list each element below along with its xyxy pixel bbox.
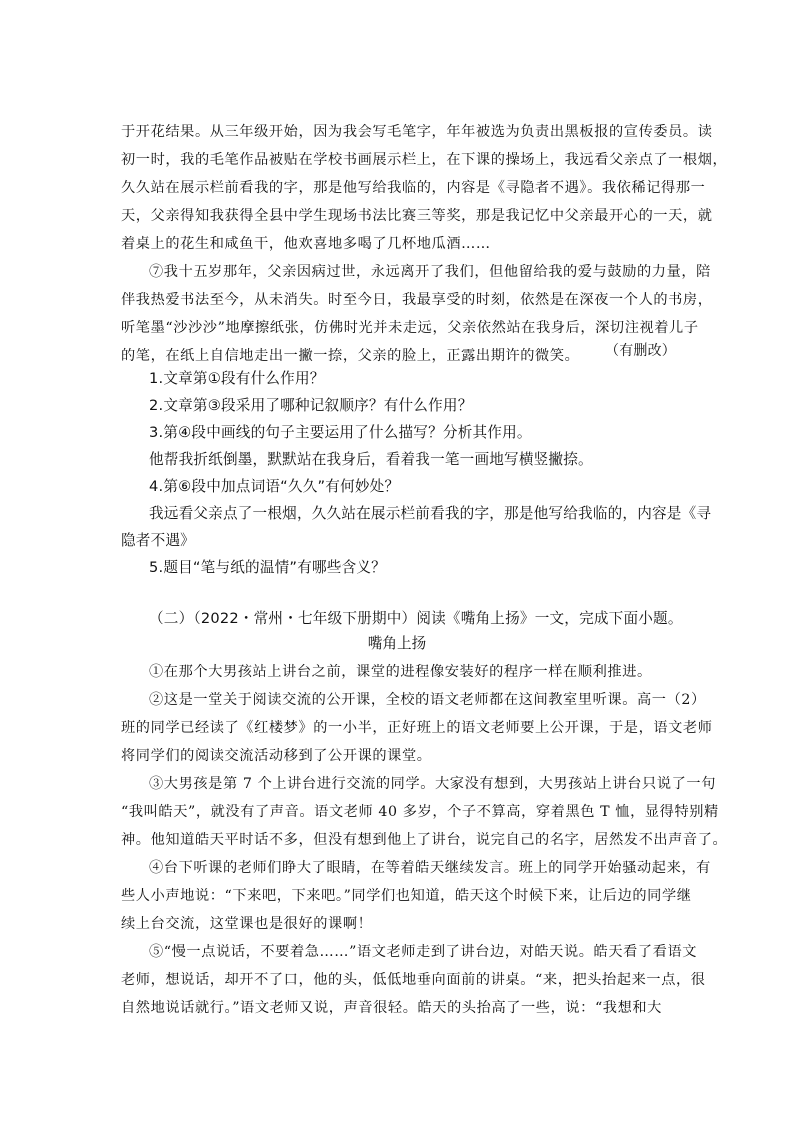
passage2-line: 些人小声地说：“下来吧，下来吧。”同学们也知道，皓天这个时候下来，让后边的同学继 <box>121 888 692 904</box>
question-5: 5.题目“笔与纸的温情”有哪些含义？ <box>149 559 386 576</box>
passage2-line: 神。他知道皓天平时话不多，但没有想到他上了讲台，说完自己的名字，居然发不出声音了。 <box>121 832 728 848</box>
passage1-line: 初一时，我的毛笔作品被贴在学校书画展示栏上，在下课的操场上，我远看父亲点了一根烟， <box>121 152 728 168</box>
question-3: 3.第④段中画线的句子主要运用了什么描写？分析其作用。 <box>149 424 532 441</box>
passage2-line: 将同学们的阅读交流活动移到了公开课的课堂。 <box>121 748 432 764</box>
passage1-line: 天，父亲得知我获得全县中学生现场书法比赛三等奖，那是我记忆中父亲最开心的一天，就 <box>121 208 713 224</box>
passage2-line: 续上台交流，这堂课也是很好的课啊！ <box>121 916 373 932</box>
passage1-line: 听笔墨“沙沙沙”地摩擦纸张，仿佛时光并未走远，父亲依然站在我身后，深切注视着儿子 <box>121 320 699 336</box>
question-1: 1.文章第①段有什么作用？ <box>149 370 325 387</box>
quoted-sentence: 他帮我折纸倒墨，默默站在我身后，看着我一笔一画地写横竖撇捺。 <box>149 451 593 468</box>
passage2-line: ⑤“慢一点说话，不要着急……”语文老师走到了讲台边，对皓天说。皓天看了看语文 <box>149 944 698 960</box>
quoted-sentence-cont: 隐者不遇》 <box>121 532 195 549</box>
source-note: （有删改） <box>605 343 676 359</box>
passage2-line: ②这是一堂关于阅读交流的公开课，全校的语文老师都在这间教室里听课。高一（2） <box>149 692 706 708</box>
passage2-line: “我叫皓天”，就没有了声音。语文老师 40 多岁，个子不算高，穿着黑色 T 恤，显得特别精 <box>121 804 719 820</box>
quoted-sentence: 我远看父亲点了一根烟，久久站在展示栏前看我的字，那是他写给我临的，内容是《寻 <box>149 505 712 522</box>
passage1-line: 着桌上的花生和咸鱼干，他欢喜地多喝了几杯地瓜酒…… <box>121 236 491 252</box>
passage1-line: ⑦我十五岁那年，父亲因病过世，永远离开了我们，但他留给我的爱与鼓励的力量，陪 <box>149 264 711 280</box>
passage1-line: 伴我热爱书法至今，从未消失。时至今日，我最享受的时刻，依然是在深夜一个人的书房， <box>121 292 713 308</box>
passage2-line: ①在那个大男孩站上讲台之前，课堂的进程像安装好的程序一样在顺利推进。 <box>149 664 652 680</box>
passage1-line: 久久站在展示栏前看我的字，那是他写给我临的，内容是《寻隐者不遇》。我依稀记得那一 <box>121 180 706 196</box>
passage1-line: 的笔，在纸上自信地走出一撇一捺，父亲的脸上，正露出期许的微笑。 <box>121 348 580 364</box>
passage2-line: ③大男孩是第 7 个上讲台进行交流的同学。大家没有想到，大男孩站上讲台只说了一句 <box>149 776 716 792</box>
section2-title: 嘴角上扬 <box>367 635 427 652</box>
question-2: 2.文章第③段采用了哪种记叙顺序？有什么作用？ <box>149 397 473 414</box>
passage2-line: ④台下听课的老师们睁大了眼睛，在等着皓天继续发言。班上的同学开始骚动起来，有 <box>149 860 711 876</box>
question-4: 4.第⑥段中加点词语“久久”有何妙处？ <box>149 478 400 495</box>
passage2-line: 班的同学已经读了《红楼梦》的一小半，正好班上的语文老师要上公开课，于是，语文老师 <box>121 720 713 736</box>
section2-heading: （二）（2022・常州・七年级下册期中）阅读《嘴角上扬》一文，完成下面小题。 <box>149 610 683 627</box>
passage1-line: 于开花结果。从三年级开始，因为我会写毛笔字，年年被选为负责出黑板报的宣传委员。读 <box>121 124 713 140</box>
passage2-line: 自然地说话就行。”语文老师又说，声音很轻。皓天的头抬高了一些，说：“我想和大 <box>121 1000 662 1016</box>
passage2-line: 老师，想说话，却开不了口，他的头，低低地垂向面前的讲桌。“来，把头抬起来一点，很 <box>121 972 706 988</box>
